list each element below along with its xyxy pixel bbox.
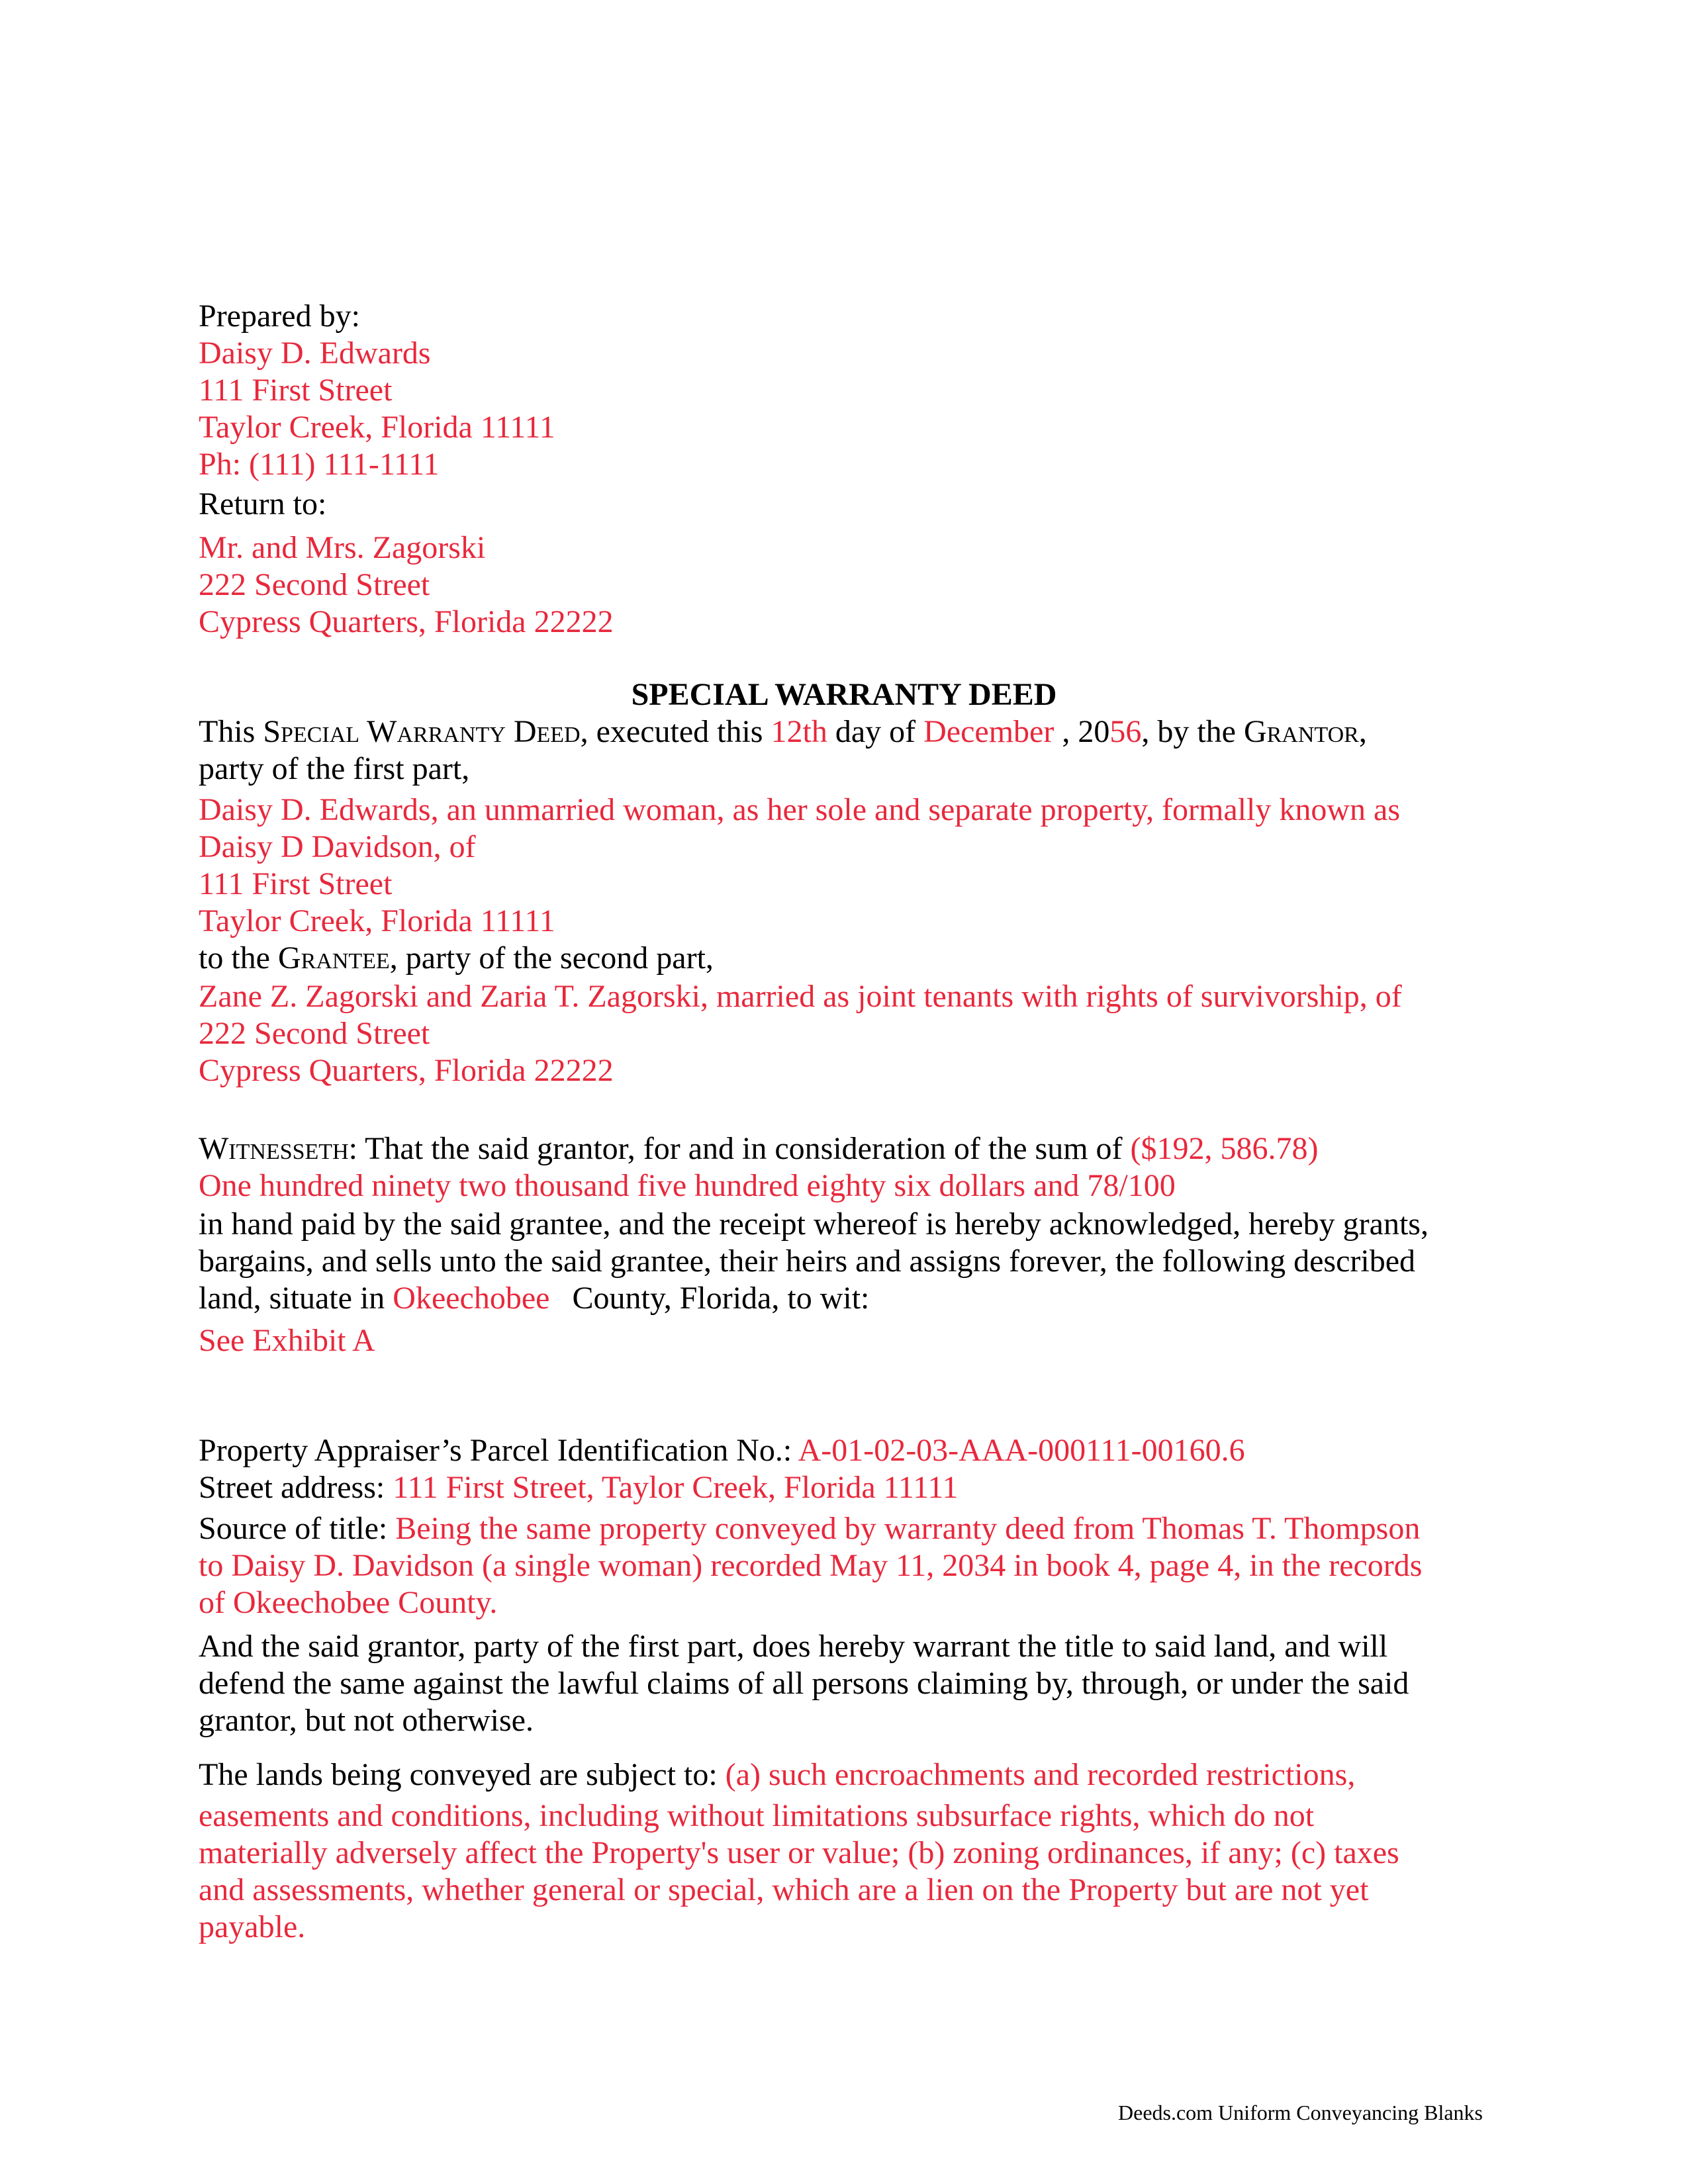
to-the: to the xyxy=(199,940,278,976)
subject-to-label: The lands being conveyed are subject to: xyxy=(199,1757,726,1792)
prepared-by-label: Prepared by: xyxy=(199,298,360,334)
preparer-city: Taylor Creek, Florida 11111 xyxy=(199,410,555,445)
intro-by-the: , by the xyxy=(1141,714,1244,749)
subject-to-5: payable. xyxy=(199,1909,306,1944)
warranty-line-2: defend the same against the lawful claims of all persons claiming by, through, or under the said xyxy=(199,1666,1409,1701)
street-address-line xyxy=(199,1469,959,1506)
grantee-city: Cypress Quarters, Florida 22222 xyxy=(199,1053,614,1088)
intro-this: This xyxy=(199,714,263,749)
return-street: 222 Second Street xyxy=(199,567,430,602)
consideration-words: One hundred ninety two thousand five hundred eighty six dollars and 78/100 xyxy=(199,1168,1176,1203)
intro-year-prefix: , 20 xyxy=(1054,714,1110,749)
county-suffix: County, Florida, to wit: xyxy=(572,1281,870,1316)
to-grantee-line xyxy=(199,940,714,977)
grantor-street: 111 First Street xyxy=(199,866,393,901)
witnesseth-label: Witnesseth xyxy=(199,1131,349,1166)
source-of-title-1: Being the same property conveyed by warranty deed from Thomas T. Thompson xyxy=(395,1511,1421,1546)
land-situate: land, situate in xyxy=(199,1281,393,1316)
grantee-line-1: Zane Z. Zagorski and Zaria T. Zagorski, married as joint tenants with rights of survivorship, of xyxy=(199,979,1402,1014)
grantor-city: Taylor Creek, Florida 11111 xyxy=(199,903,555,938)
intro-executed: , executed this xyxy=(580,714,771,749)
intro-deed-name: Special Warranty Deed xyxy=(263,714,581,749)
street-address-value: 111 First Street, Taylor Creek, Florida 11111 xyxy=(393,1470,959,1505)
intro-line xyxy=(199,713,1367,751)
first-part-line: party of the first part, xyxy=(199,751,470,786)
preparer-phone: Ph: (111) 111-1111 xyxy=(199,447,440,482)
subject-to-2: easements and conditions, including without limitations subsurface rights, which do not xyxy=(199,1798,1315,1833)
return-city: Cypress Quarters, Florida 22222 xyxy=(199,604,614,639)
subject-to-4: and assessments, whether general or special, which are a lien on the Property but are not yet xyxy=(199,1872,1369,1907)
intro-day-of: day of xyxy=(827,714,924,749)
county-name: Okeechobee xyxy=(393,1281,550,1316)
preparer-street: 111 First Street xyxy=(199,373,393,408)
grantor-label: Grantor xyxy=(1243,714,1359,749)
subject-to-1: (a) such encroachments and recorded restrictions, xyxy=(725,1757,1356,1792)
parcel-number: A-01-02-03-AAA-000111-00160.6 xyxy=(798,1433,1245,1468)
second-part: , party of the second part, xyxy=(389,940,714,976)
intro-comma: , xyxy=(1358,714,1367,749)
parcel-label: Property Appraiser’s Parcel Identification No.: xyxy=(199,1433,798,1468)
grantor-line-1: Daisy D. Edwards, an unmarried woman, as her sole and separate property, formally known as xyxy=(199,792,1400,827)
source-of-title-2: to Daisy D. Davidson (a single woman) recorded May 11, 2034 in book 4, page 4, in the records xyxy=(199,1548,1423,1583)
subject-to-3: materially adversely affect the Property's user or value; (b) zoning ordinances, if any; (c) taxes xyxy=(199,1835,1399,1870)
grantee-street: 222 Second Street xyxy=(199,1016,430,1051)
consideration-amount: ($192, 586.78) xyxy=(1130,1131,1319,1166)
witnesseth-line-4: bargains, and sells unto the said grantee, their heirs and assigns forever, the following described xyxy=(199,1244,1416,1279)
witnesseth-line-3: in hand paid by the said grantee, and the receipt whereof is hereby acknowledged, hereby grants, xyxy=(199,1206,1429,1242)
parcel-line xyxy=(199,1432,1245,1469)
witnesseth-line xyxy=(199,1130,1319,1167)
execution-year-suffix: 56 xyxy=(1109,714,1142,749)
source-of-title-3: of Okeechobee County. xyxy=(199,1585,498,1620)
street-address-label: Street address: xyxy=(199,1470,393,1505)
warranty-line-1: And the said grantor, party of the first part, does hereby warrant the title to said land, and will xyxy=(199,1629,1388,1664)
page-footer: Deeds.com Uniform Conveyancing Blanks xyxy=(1118,2101,1483,2124)
source-of-title-line xyxy=(199,1510,1420,1547)
return-name: Mr. and Mrs. Zagorski xyxy=(199,530,486,565)
preparer-name: Daisy D. Edwards xyxy=(199,336,431,371)
deed-title: SPECIAL WARRANTY DEED xyxy=(631,677,1057,712)
source-of-title-label: Source of title: xyxy=(199,1511,396,1546)
return-to-label: Return to: xyxy=(199,486,327,522)
grantee-label: Grantee xyxy=(277,940,390,976)
grantor-line-2: Daisy D Davidson, of xyxy=(199,829,476,864)
exhibit-reference: See Exhibit A xyxy=(199,1323,375,1358)
subject-to-line xyxy=(199,1756,1355,1794)
execution-day: 12th xyxy=(771,714,827,749)
witnesseth-line-5 xyxy=(199,1280,869,1317)
witnesseth-text: : That the said grantor, for and in consideration of the sum of xyxy=(348,1131,1131,1166)
execution-month: December xyxy=(923,714,1055,749)
warranty-line-3: grantor, but not otherwise. xyxy=(199,1703,534,1738)
